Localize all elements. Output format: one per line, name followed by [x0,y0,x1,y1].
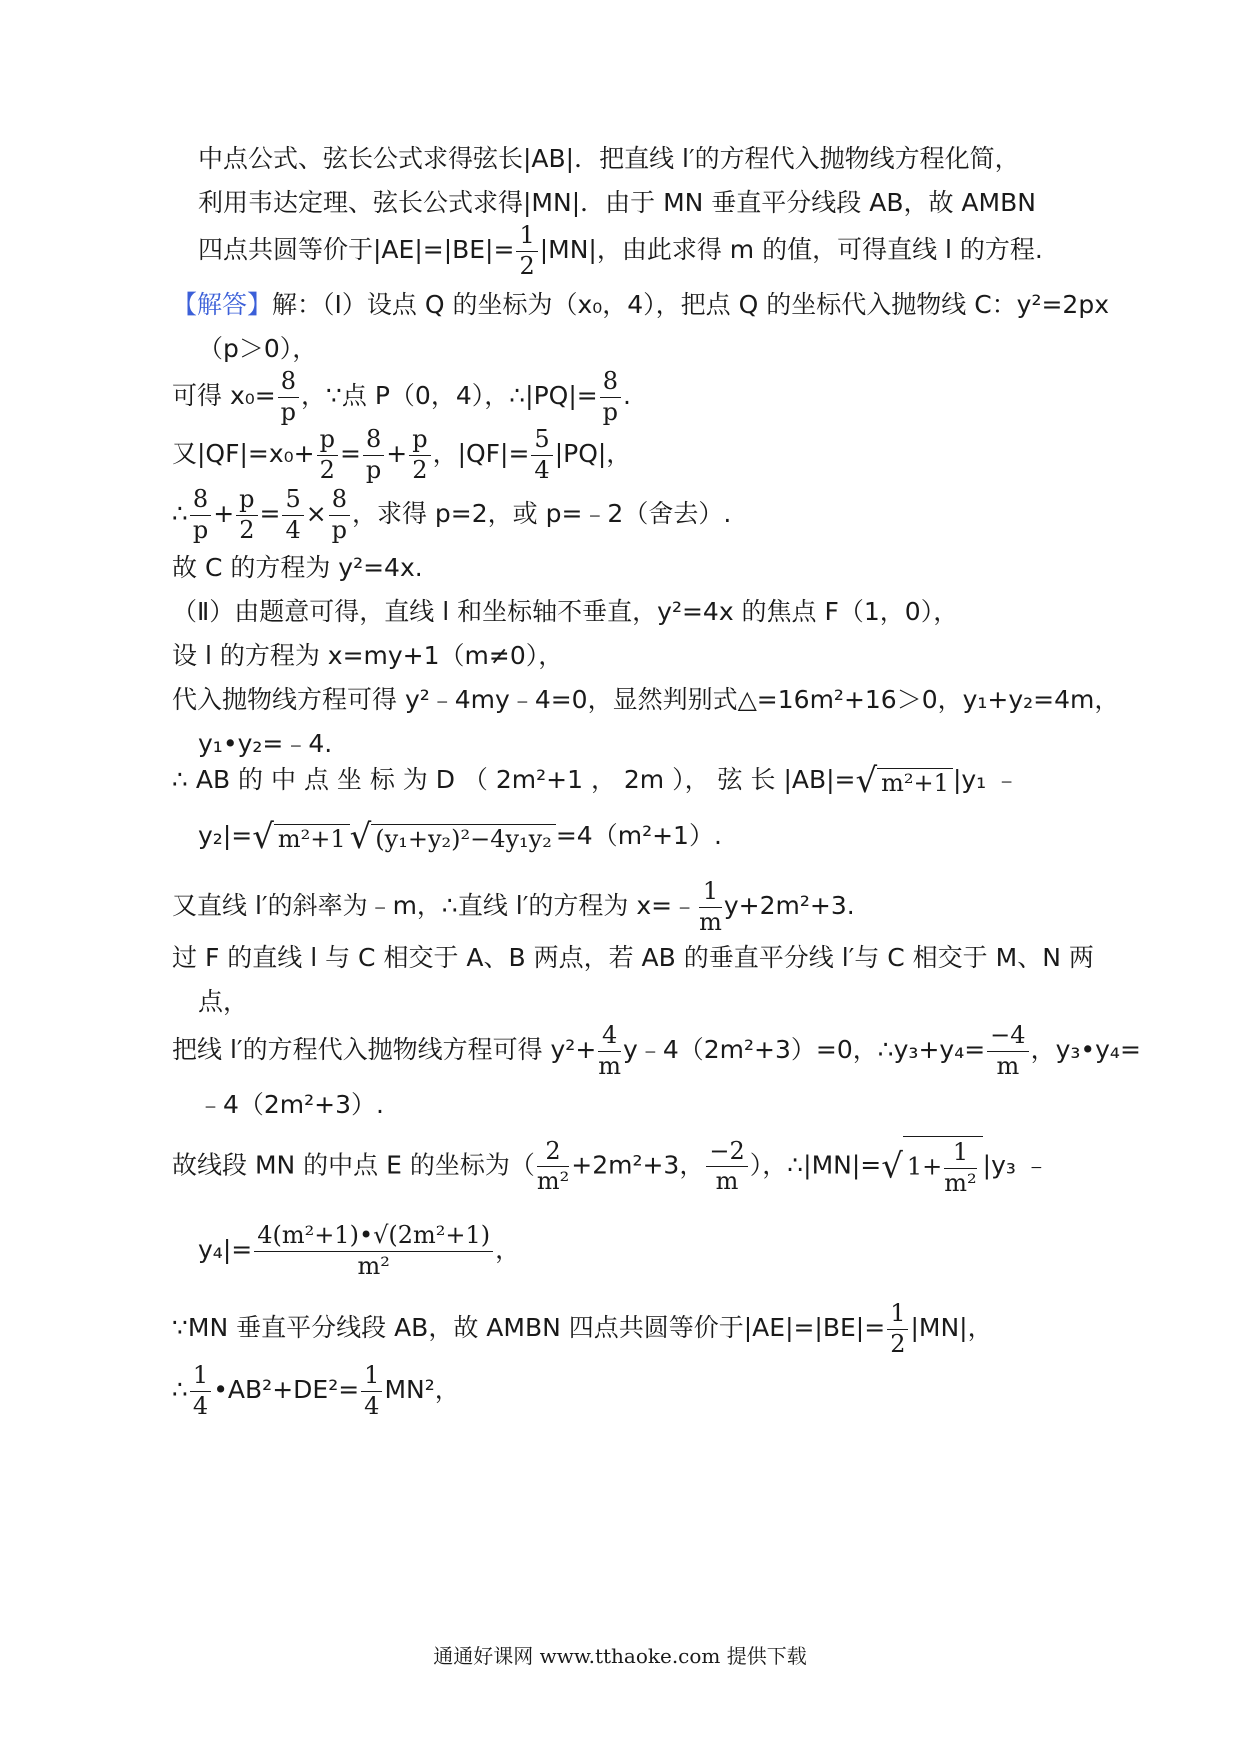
text-line-8: ∴ $\frac{8}{p}$ + $\frac{p}{2}$ = $\frac{5}{4}$ × $\frac{8}{p}$ ，求得 p=2，或 p=﹣2（舍去）. [172,485,732,544]
text-line-6: 可得 x₀= $\frac{8}{p}$ ，∵点 P（0，4），∴|PQ|= $\frac{8}{p}$ . [172,367,631,426]
text-line-5: （p＞0）， [198,334,318,363]
text-line-11: 设 l 的方程为 x=my+1（m≠0）， [172,641,564,670]
text-line-10: （Ⅱ）由题意可得，直线 l 和坐标轴不垂直，y²=4x 的焦点 F（1，0）， [172,597,959,626]
text-line-16: 又直线 l′的斜率为﹣m，∴直线 l′的方程为 x=﹣ $\frac{1}{m}$ y+2m²+3. [172,877,855,936]
text-line-18: 点， [198,987,249,1016]
text-line-17: 过 F 的直线 l 与 C 相交于 A、B 两点，若 AB 的垂直平分线 l′与 C 相交于 M、N 两 [172,943,1094,972]
text-line-14: ∴ AB 的 中 点 坐 标 为 D （ 2m²+1 ， 2m ）， 弦 长 |AB|=√ m²+1 |y₁ ﹣ [172,761,1020,801]
text-line-12: 代入抛物线方程可得 y²﹣4my﹣4=0，显然判别式△=16m²+16＞0，y₁+y₂=4m， [172,685,1120,714]
text-line-22: y₄|= $\frac{\text{4(m²+1)•√(2m²+1)}}{\text{m²}}$ ， [198,1221,521,1280]
answer-tag: 【解答】 [172,290,273,319]
answer-line-1: 【解答】解：（Ⅰ）设点 Q 的坐标为（x₀，4），把点 Q 的坐标代入抛物线 C：y²=2px [172,290,1109,319]
text-line-24: ∴ $\frac{1}{4}$ •AB²+DE²= $\frac{1}{4}$ MN²， [172,1361,460,1420]
text-line-23: ∵MN 垂直平分线段 AB，故 AMBN 四点共圆等价于|AE|=|BE|= $\frac{1}{2}$ |MN|， [172,1299,993,1358]
text-line-15: y₂|=√ m²+1 √ (y₁+y₂)²−4y₁y₂ =4（m²+1）. [198,817,722,857]
text-line-1: 中点公式、弦长公式求得弦长|AB|．把直线 l′的方程代入抛物线方程化简， [198,144,1020,173]
fraction-half: $\frac{1}{2}$ [516,222,537,280]
text-line-7: 又|QF|=x₀+ $\frac{p}{2}$ = $\frac{8}{p}$ + $\frac{p}{2}$ ，|QF|= $\frac{5}{4}$ |PQ|， [172,425,632,484]
text-line-9: 故 C 的方程为 y²=4x. [172,553,423,582]
text-line-3: 四点共圆等价于|AE|=|BE|= $\frac{1}{2}$ |MN|，由此求得 m 的值，可得直线 l 的方程. [198,221,1043,280]
text-line-19: 把线 l′的方程代入抛物线方程可得 y²+ $\frac{4}{m}$ y﹣4（2m²+3）=0，∴y₃+y₄= $\frac{-4}{m}$ ，y₃•y₄= [172,1021,1141,1080]
text-line-13: y₁•y₂=﹣4. [198,729,333,758]
page-footer: 通通好课网 www.tthaoke.com 提供下载 [433,1644,807,1668]
text-line-20: ﹣4（2m²+3）. [198,1090,384,1119]
text-line-2: 利用韦达定理、弦长公式求得|MN|．由于 MN 垂直平分线段 AB，故 AMBN [198,188,1036,217]
text-line-21: 故线段 MN 的中点 E 的坐标为（ $\frac{2}{\text{m²}}$ +2m²+3， $\frac{-2}{m}$ ），∴|MN|=√ 1+ $\frac{1}{\text{m²}}$ |y₃ ﹣ [172,1136,1049,1197]
